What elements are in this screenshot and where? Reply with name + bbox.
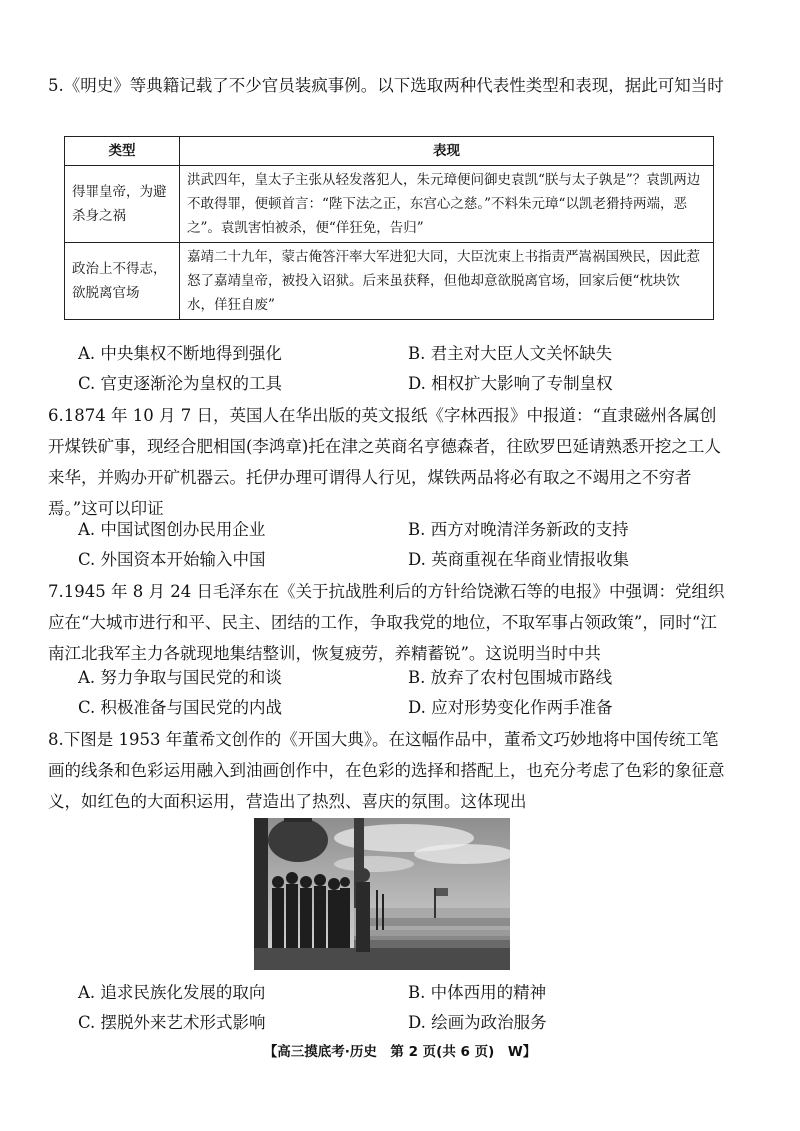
- table-header-performance: 表现: [180, 137, 714, 166]
- question-8-options: [78, 976, 738, 1036]
- option-d[interactable]: D. 应对形势变化作两手准备: [408, 698, 613, 717]
- option-d[interactable]: D. 相权扩大影响了专制皇权: [408, 374, 613, 393]
- option-c[interactable]: C. 外国资本开始输入中国: [78, 550, 266, 569]
- question-6-stem: 6.1874 年 10 月 7 日，英国人在华出版的英文报纸《字林西报》中报道：“直隶磁州各属创开煤铁矿事，现经合肥相国(李鸿章)托在津之英商名亨德森者，往欧罗巴延请熟悉开挖之工人来华，并购办开矿机器云。托伊办理可谓得人行见，煤铁两品将必有取之不竭用之不穷者焉。”这可以印证: [48, 406, 721, 518]
- option-b[interactable]: B. 放弃了农村包围城市路线: [408, 668, 613, 687]
- table-header-type: 类型: [65, 137, 180, 166]
- question-7-stem: 7.1945 年 8 月 24 日毛泽东在《关于抗战胜利后的方针给饶漱石等的电报》中强调：党组织应在“大城市进行和平、民主、团结的工作，争取我党的地位，不取军事占领政策”，同时“江南江北我军主力各就现地集结整训，恢复疲劳，养精蓄锐”。这说明当时中共: [48, 582, 725, 663]
- table-header-row: [65, 137, 714, 166]
- option-a[interactable]: A. 努力争取与国民党的和谈: [78, 668, 282, 687]
- founding-ceremony-painting: [254, 818, 510, 970]
- option-c[interactable]: C. 官吏逐渐沦为皇权的工具: [78, 374, 283, 393]
- question-5: [48, 70, 728, 101]
- question-5-options: [78, 337, 738, 397]
- option-b[interactable]: B. 君主对大臣人文关怀缺失: [408, 344, 613, 363]
- option-c[interactable]: C. 摆脱外来艺术形式影响: [78, 1013, 266, 1032]
- option-a[interactable]: A. 中国试图创办民用企业: [78, 520, 266, 539]
- option-a[interactable]: A. 中央集权不断地得到强化: [78, 344, 282, 363]
- question-8: [48, 724, 728, 817]
- option-b[interactable]: B. 中体西用的精神: [408, 983, 547, 1002]
- option-c[interactable]: C. 积极准备与国民党的内战: [78, 698, 283, 717]
- table-cell-type: 得罪皇帝，为避杀身之祸: [65, 166, 180, 243]
- option-b[interactable]: B. 西方对晚清洋务新政的支持: [408, 520, 629, 539]
- question-5-stem: 5.《明史》等典籍记载了不少官员装疯事例。以下选取两种代表性类型和表现，据此可知当时: [48, 76, 724, 95]
- page-footer: 【高三摸底考·历史 第 2 页(共 6 页) W】: [263, 1044, 537, 1060]
- option-a[interactable]: A. 追求民族化发展的取向: [78, 983, 266, 1002]
- question-5-table: [64, 136, 714, 320]
- table-cell-performance: 洪武四年，皇太子主张从轻发落犯人，朱元璋便问御史袁凯“朕与太子孰是”？袁凯两边不敢得罪，便顿首言：“陛下法之正，东宫心之慈。”不料朱元璋“以凯老猾持两端，恶之”。袁凯害怕被杀，便“佯狂免，告归”: [180, 166, 714, 243]
- table-cell-performance: 嘉靖二十九年，蒙古俺答汗率大军进犯大同，大臣沈束上书指责严嵩祸国殃民，因此惹怒了嘉靖皇帝，被投入诏狱。后来虽获释，但他却意欲脱离官场，回家后便“枕块饮水，佯狂自废”: [180, 243, 714, 320]
- table-cell-type: 政治上不得志，欲脱离官场: [65, 243, 180, 320]
- question-6-options: [78, 513, 738, 573]
- option-d[interactable]: D. 绘画为政治服务: [408, 1013, 547, 1032]
- question-7: [48, 576, 728, 669]
- option-d[interactable]: D. 英商重视在华商业情报收集: [408, 550, 630, 569]
- table-row: [65, 243, 714, 320]
- question-6: [48, 400, 728, 524]
- question-8-stem: 8.下图是 1953 年董希文创作的《开国大典》。在这幅作品中，董希文巧妙地将中国传统工笔画的线条和色彩运用融入到油画创作中，在色彩的选择和搭配上，也充分考虑了色彩的象征意义，如红色的大面积运用，营造出了热烈、喜庆的氛围。这体现出: [48, 730, 725, 811]
- table-row: [65, 166, 714, 243]
- question-7-options: [78, 661, 738, 721]
